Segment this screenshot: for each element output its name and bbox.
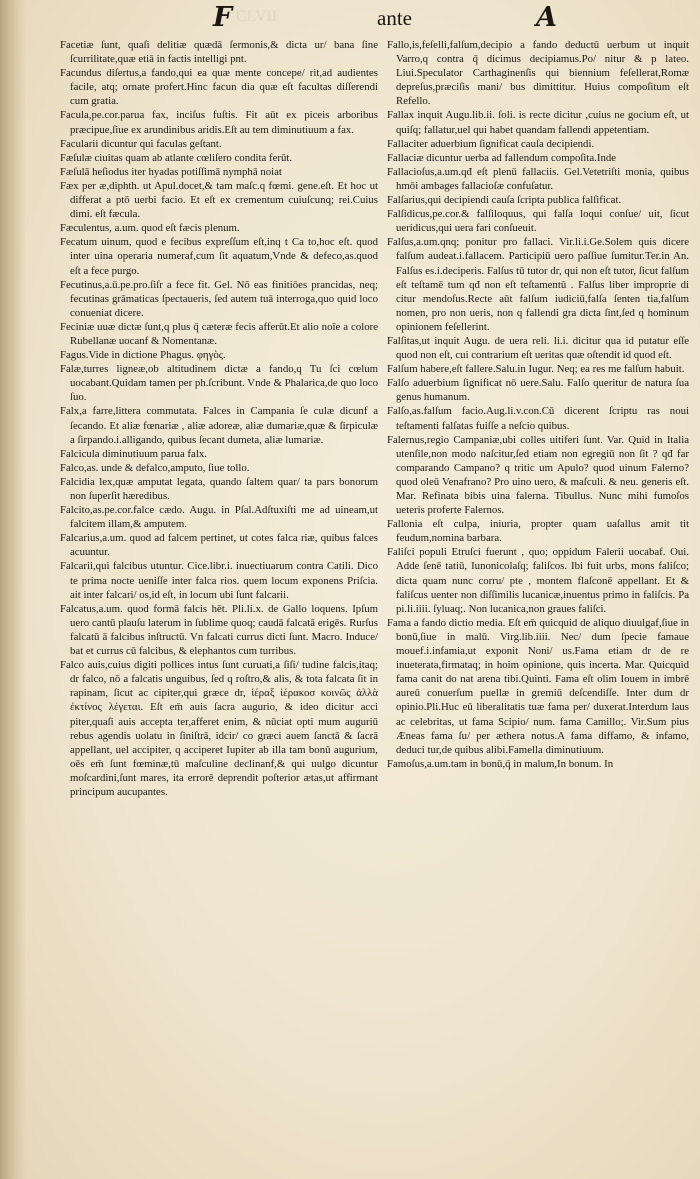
dictionary-entry: Fallaciæ dicuntur uerba ad fallendum compoſita.Inde <box>387 151 617 164</box>
header-right-letter: A <box>536 2 557 33</box>
dictionary-entry: Fagus.Vide in dictione Phagus. φηγὸς. <box>60 349 226 362</box>
dictionary-entry: Fallonia eſt culpa, iniuria, propter quam uaſallus amit tit feudum,nomina barbara. <box>387 518 689 545</box>
dictionary-entry: Falſo,as.falſum facio.Aug.li.v.con.Cū dicerent ſcriptu ras noui teſtamenti falſatas fuiſſe a neſcio quibus. <box>387 405 689 432</box>
header-word: ante <box>377 6 412 30</box>
dictionary-entry: Falſus,a.um.qnq; ponitur pro fallaci. Vir.li.i.Ge.Solem quis dicere falſum audeat.i.fallacem. Participiū uero paſſiue ſumitur.Ter.in An. Falſus es.i.deciperis. Falſus tū tutor dr, qui non eſt tutor, ſicut falſum eſt teſtamē tum qđ non eſt teſtamentū . Falſus liber improprie di citur mendoſus.Recte aūt falſum iudiciū,falſa ſenten tia,falſum nomen, pro non ueris, non q fallendi gra dicta ſint,ſed q hominum opinionem feſellerint. <box>387 236 689 333</box>
dictionary-entry: Falcidia lex,quæ amputat legata, quando ſaltem quar/ ta pars bonorum non ſuperſit hæredibus. <box>60 475 378 502</box>
dictionary-entry: Facundus diſertus,a fando,qui ea quæ mente concepe/ rit,ad audientes facile, atq; ornate profert.Hinc facun dia quæ eſt facultas diſſerendi cum gratia. <box>60 67 378 108</box>
dictionary-entry: Facetiæ ſunt, quaſi delitiæ quædā ſermonis,& dicta ur/ bana ſine ſcurrilitate,quæ etiā in factis intelligi pnt. <box>60 39 378 66</box>
right-text-column <box>387 38 689 771</box>
dictionary-entry: Fæſulæ ciuitas quam ab atlante cœliſero condita ferūt. <box>60 151 293 164</box>
dictionary-entry: Feciniæ uuæ dictæ ſunt,q plus q̄ cæteræ fecis afferūt.Et alio noīe a colore Rubellanæ uocanf & Nomentanæ. <box>60 320 378 347</box>
dictionary-entry: Falſidicus,pe.cor.& falſiloquus, qui falſa loqui conſue/ uit, ſicut ueridicus,qui uera fari conſueuit. <box>387 208 689 235</box>
dictionary-entry: Falcicula diminutiuum parua falx. <box>60 447 207 460</box>
dictionary-entry: Fæx per æ,diphth. ut Apul.docet,& tam maſc.q fœmi. gene.eſt. Et hoc ut differat a ptō uerbi facio. Et eſt ex crementum cuiuſcunq; rei.Cuius dimi. eſt fæcula. <box>60 179 378 221</box>
dictionary-entry: Falco auis,cuius digiti pollices intus ſunt curuati,a ſiſi/ tudine falcis,itaq; dr falco, nō a falcatis unguibus, ſed q roſtro,& alis, & tota falcata ſit in rapinam, ſicut ac cipiter,qui græce dr, ἱέραξ ἱέρακοσ κοινῶς ἀλλὰ ἐκτίνος λέγεται. Eſt em̄ auis ſacra augurio, & ideo dicitur acci piter,quaſi auis accepta ter,afferet enim, & nūciat opti mum auguriū rebus agendis uolatu in ſiniſtrā, idcir/ co græci auem ſanctā & ſacrā appellant, uel accipiter, q acciperet Iupiter ab illa tam bonū augurium, oēs em̄ ſunt fœminæ,tū maſculine declinanf,& qui uulgo dicuntur moſcardini,ſunt mares, ita errorē deprendit poſterior ætas,ut affirmant principum aucupantes. <box>60 659 378 798</box>
dictionary-entry: Falcatus,a.um. quod formā falcis hēt. Pli.li.x. de Gallo loquens. Ipſum uero cantū plauſu laterum in ſublime quoq; caudā falcatā erigēs. Rurſus falcatū ā falcibus inſtructū. Vn falcati currus dicti ſunt. Macro. Induce/ bat et currus cū falcibus, & elephantos cum turribus. <box>60 602 378 658</box>
dictionary-entry: Fallo,is,feſelli,falſum,decipio a fando deductū uerbum ut inquit Varro,q contra q̄ dicimus decipiamus.Po/ nitur & p lateo. Liui.Speculator Carthaginenſis qui biennium feſellerat,Romæ depreſus,præciſis mani/ bus dimittitur. Huius compoſitum eſt Refello. <box>387 39 689 108</box>
left-text-column <box>60 38 378 799</box>
dictionary-entry: Fecatum uinum, quod e fecibus expreſſum eſt,inq t Ca to,hoc eſt. quod inter uina operaria numeraf,cum ſit aquatum,Vnde & defeco,as.quod eſt a fece purgo. <box>60 236 378 277</box>
dictionary-entry: Facula,pe.cor.parua fax, inciſus fuſtis. Fit aūt ex piceis arboribus præcipue,ſiue ex arundinibus aridis.Eſt au tem diminutiuum a fax. <box>60 109 378 136</box>
dictionary-entry: Fæſulā heſiodus iter hyadas potiſſimā nymphā noiat <box>60 165 282 178</box>
dictionary-entry: Facularii dicuntur qui faculas geſtant. <box>60 137 222 150</box>
dictionary-entry: Fæculentus, a.um. quod eſt fæcis plenum. <box>60 222 240 235</box>
dictionary-entry: Falſitas,ut inquit Augu. de uera reli. li.i. dicitur qua id putatur eſſe quod non eſt, cui contrarium eſt ueritas quæ oſtendit id quod eſt. <box>387 334 689 362</box>
dictionary-entry: Fallaciter aduerbium ſignificat cauſa decipiendi. <box>387 137 595 150</box>
dictionary-entry: Fama a fando dictio media. Eſt em̄ quicquid de aliquo diuulgaf,ſiue in bonū,ſiue in malū. Virg.lib.iiii. Nec/ dum ſpecie famaue mouef.i.infamia,ut exponit Noni/ us.Fama etiam dr de re inueterata,firmataq; in hoim opinione, quis incerta. Mar. Quicquid fama canit do nat arena tibi.Quinti. Fama eſt olim Iouem in imbrē aureū conuerſum puellæ in gremiū deſcendiſſe. Inter dum dr opinio.Pli.Huc eū liberalitatis tuæ fama per/ duxerat.Interdum laus ac celebritas, ut fama Scipio/ num. fama Camillo;. Vir.Sum pius Æneas fama ſu/ per æthera notus.A fama diffamo, & infamo, deduci tur,de quibus alibi.Famella diminutiuum. <box>387 616 689 756</box>
dictionary-entry: Fallacioſus,a.um.qđ eſt plenū fallaciis. Gel.Vetetriſti monia, quibus hmōi ambages fallacioſæ confuſatur. <box>387 165 689 192</box>
dictionary-entry: Falernus,regio Campaniæ,ubi colles uitiferi ſunt. Var. Quid in Italia utenſile,non modo naſcitur,ſed etiam non egregiū non ſit ? qđ far comparando Campano? q tritic um Apulo? quod uinum Falerno? quod oleū Venafrano? Pro uino uero, & maſculi. & neu. generis eſt. Mar. Refinata bibis uina falerna. Tibullus. Nunc mihi fumoſos ueteris proferte Falernos. <box>387 433 689 517</box>
bleed-through-text: CLVII <box>236 8 278 25</box>
dictionary-entry: Falæ,turres ligneæ,ob altitudinem dictæ a fando,q Tu ſci cœlum uocabant.Quidam tamen per ph.ſcribunt. Vnde & Phalarica,de quo loco ſuo. <box>60 363 378 404</box>
dictionary-entry: Falcito,as.pe.cor.falce cædo. Augu. in Pſal.Adſtuxiſti me ad uineam,ut falcitem illam,& amputem. <box>60 504 378 531</box>
dictionary-entry: Falſum habere,eſt fallere.Salu.in Iugur. Neq; ea res me falſum habuit. <box>387 363 685 376</box>
dictionary-entry: Falcarii,qui falcibus utuntur. Cice.libr.i. inuectiuarum contra Catili. Dico te prima nocte ueniſſe inter falca rios. quem locum exponens Priſcia. ait inter falcari/ os,id eſt, in locum ubi ſunt falcarii. <box>60 560 378 601</box>
dictionary-entry: Falx,a farre,littera commutata. Falces in Campania ſe culæ dicunf a ſecando. Et aliæ fœnariæ , aliæ adoreæ, aliæ dumariæ,quæ & ſirpiculæ a ſirpando.i.alligando, quibus ſecant dumeta, aliæ lumariæ. <box>60 405 378 446</box>
dictionary-entry: Famoſus,a.um.tam in bonū,q̄ in malum,In bonum. In <box>387 757 614 770</box>
dictionary-entry: Falſo aduerbium ſignificat nō uere.Salu. Falſo queritur de natura ſua genus humanum. <box>387 377 689 404</box>
dictionary-entry: Fallax inquit Augu.lib.ii. ſoli. is recte dicitur ,cuius ne gocium eſt, ut quiſq; fallatur,uel qui habet quandam fallendi appetentiam. <box>387 109 689 136</box>
page-gutter-shadow <box>0 0 26 1179</box>
running-header <box>0 2 700 36</box>
dictionary-entry: Falſarius,qui decipiendi cauſa ſcripta publica falſificat. <box>387 194 622 207</box>
header-left-letter: F <box>213 2 233 33</box>
dictionary-entry: Falcarius,a.um. quod ad falcem pertinet, ut cotes falca riæ, quibus falces acuuntur. <box>60 532 378 559</box>
dictionary-entry: Fecutinus,a.ū.pe.pro.ſiſr a fece fit. Gel. Nō eas finitiōes prancidas, neq; fecutinas grāmaticas ſpectaueris, ſed autem tuā interroga,quo quid loco conueniat dicere. <box>60 278 378 319</box>
dictionary-entry: Falco,as. unde & defalco,amputo, ſiue tollo. <box>60 461 250 474</box>
dictionary-entry: Faliſci populi Etruſci fuerunt , quo; oppidum Falerii uocabaf. Oui. Adde ſenē tatiū, Iunonicolaſq; faliſcos. Ibi fuit urbs, mons faliſco; dicta quam nunc corru/ pte , montem flaſconē appellant. Et & faliſcus uenter non diſſimilis lucanicæ,inuentus primo in faliſcis. Pa pi.li.iiii. ſyluaq;. Non lucanica,non graues faliſci. <box>387 546 689 615</box>
